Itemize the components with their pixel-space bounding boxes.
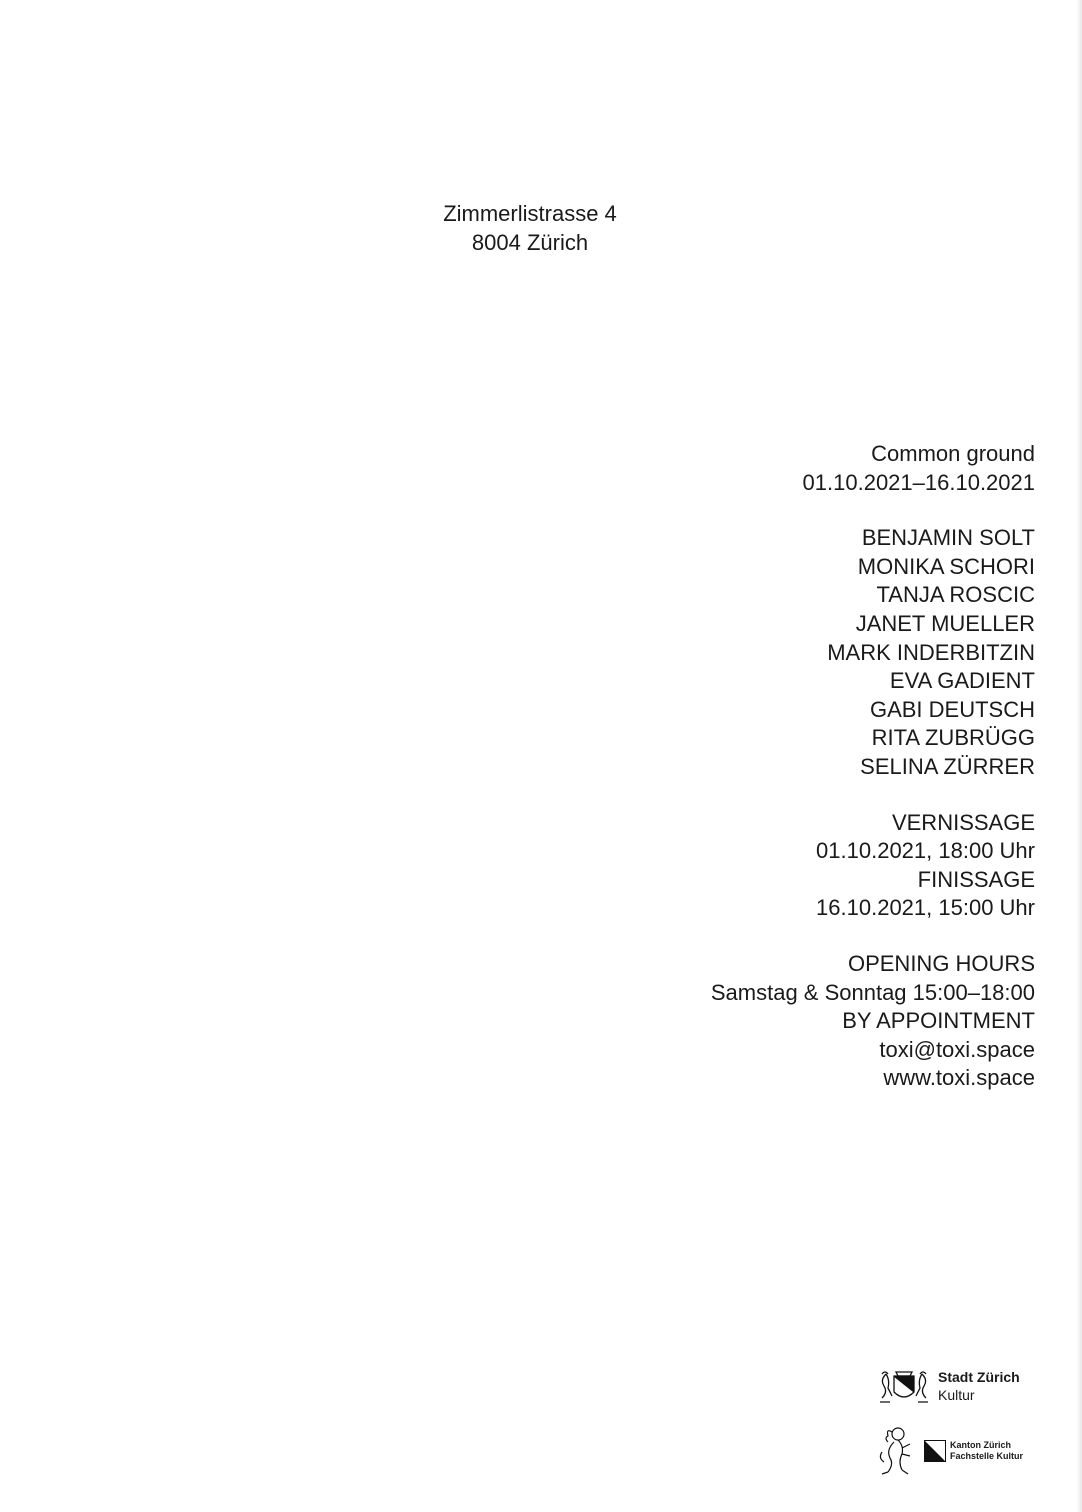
- stadt-zurich-name: Stadt Zürich: [938, 1369, 1020, 1385]
- city-coat-of-arms-icon: [876, 1366, 932, 1406]
- artist-name: RITA ZUBRÜGG: [871, 725, 1035, 751]
- vernissage-date: 01.10.2021, 18:00 Uhr: [816, 838, 1035, 864]
- artist-name: GABI DEUTSCH: [869, 696, 1035, 722]
- website-link[interactable]: www.toxi.space: [883, 1065, 1035, 1091]
- address-block: [380, 199, 680, 257]
- stadt-zurich-dept: Kultur: [938, 1387, 975, 1403]
- exhibition-header: [711, 440, 1035, 497]
- exhibition-title: Common ground: [871, 441, 1035, 466]
- kanton-zurich-logo: [876, 1424, 1023, 1478]
- exhibition-info: [711, 440, 1035, 1120]
- stadt-zurich-logo: [876, 1366, 1020, 1406]
- opening-hours-days: Samstag & Sonntag 15:00–18:00: [710, 979, 1035, 1005]
- artist-name: TANJA ROSCIC: [876, 582, 1035, 608]
- kanton-zurich-dept: Fachstelle Kultur: [950, 1451, 1024, 1461]
- artist-name: MONIKA SCHORI: [857, 553, 1035, 579]
- kanton-zurich-name: Kanton Zürich: [950, 1440, 1011, 1450]
- artist-name: BENJAMIN SOLT: [861, 525, 1035, 551]
- address-street: Zimmerlistrasse 4: [443, 201, 617, 226]
- address-city: 8004 Zürich: [471, 230, 589, 255]
- exhibition-dates: 01.10.2021–16.10.2021: [802, 469, 1035, 495]
- kanton-flag-icon: [924, 1440, 946, 1462]
- artist-name: JANET MUELLER: [855, 610, 1035, 636]
- page-edge-shadow: [1076, 0, 1082, 1512]
- contact-email[interactable]: toxi@toxi.space: [879, 1036, 1035, 1062]
- opening-hours-block: [711, 950, 1035, 1093]
- kanton-zurich-text: [950, 1440, 1023, 1462]
- artist-list: [711, 524, 1035, 781]
- finissage-date: 16.10.2021, 15:00 Uhr: [816, 895, 1035, 921]
- artist-name: EVA GADIENT: [889, 668, 1035, 694]
- opening-hours-label: OPENING HOURS: [847, 950, 1035, 976]
- artist-name: SELINA ZÜRRER: [860, 753, 1035, 779]
- stadt-zurich-text: [938, 1368, 1020, 1404]
- vernissage-label: VERNISSAGE: [891, 809, 1035, 835]
- artist-name: MARK INDERBITZIN: [827, 639, 1035, 665]
- sponsor-logos: [876, 1366, 1046, 1482]
- events-block: [711, 809, 1035, 923]
- finissage-label: FINISSAGE: [917, 866, 1035, 892]
- lion-coat-of-arms-icon: [876, 1424, 916, 1478]
- appointment-label: BY APPOINTMENT: [842, 1008, 1035, 1034]
